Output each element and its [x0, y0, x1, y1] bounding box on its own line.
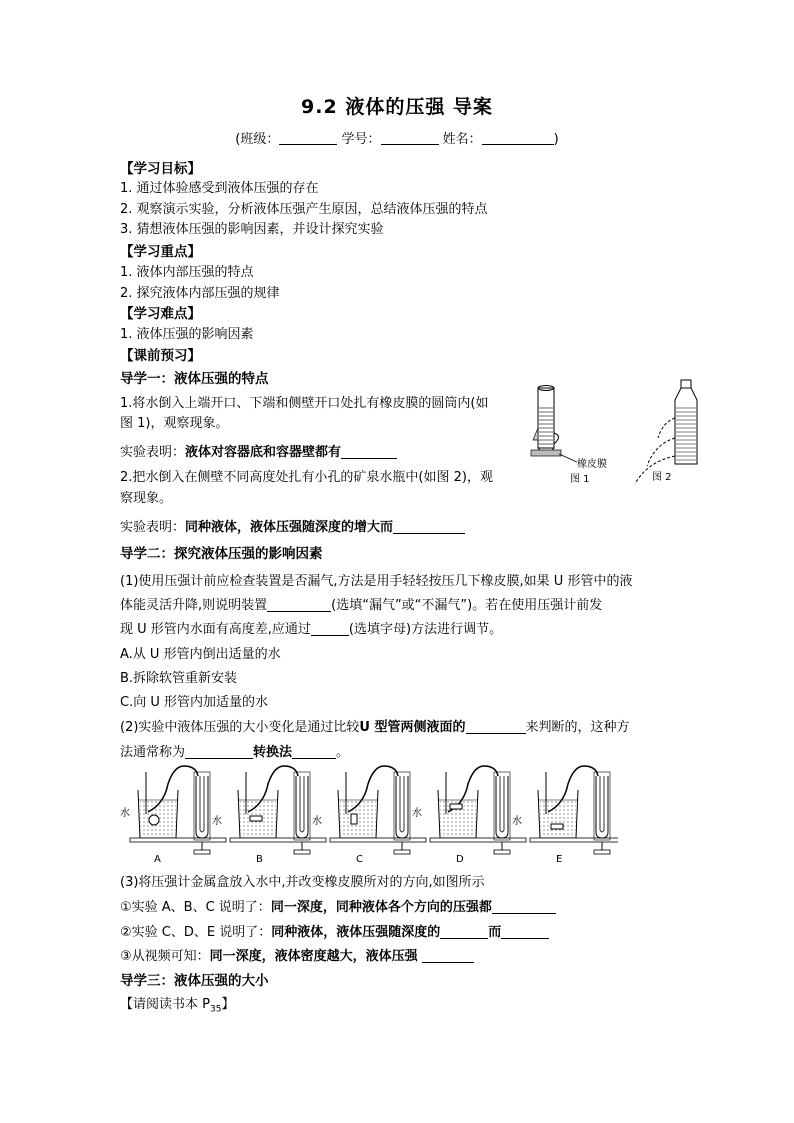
option-a: A.从 U 形管内倒出适量的水: [120, 647, 281, 662]
adjust-blank[interactable]: [311, 621, 349, 636]
setup-label-a: A: [154, 854, 161, 865]
guide1-heading: 导学一：液体压强的特点: [120, 371, 269, 387]
guide2-p1-line2: 体能灵活升降,则说明装置 (选填“漏气”或“不漏气”)。若在使用压强计前发: [120, 598, 603, 613]
option-c: C.向 U 形管内加适量的水: [120, 695, 268, 710]
membrane-label: 橡皮膜: [577, 459, 607, 470]
pressure-gauge-figures: [118, 764, 618, 868]
level-blank[interactable]: [466, 719, 526, 734]
name-blank[interactable]: [482, 130, 554, 145]
student-info-line: (班级： 学号： 姓名： ): [235, 132, 559, 147]
preview-heading: 【课前预习】: [120, 348, 201, 364]
guide2-p1-line1: (1)使用压强计前应检查装置是否漏气,方法是用手轻轻按压几下橡皮膜,如果 U 形管中的液: [120, 574, 633, 589]
focus-item: 1. 液体内部压强的特点: [120, 265, 254, 280]
goal-item: 3. 猜想液体压强的影响因素，并设计探究实验: [120, 222, 384, 237]
conclusion-2-blank-2[interactable]: [501, 924, 549, 939]
guide1-q1-line2: 图 1)，观察现象。: [120, 416, 229, 431]
water-label: 水: [412, 808, 422, 819]
water-label: 水: [212, 816, 222, 827]
figure-2-bottle: [635, 380, 697, 484]
water-label: 水: [512, 816, 522, 827]
name-label: 姓名：: [442, 132, 482, 147]
method-answer: 转换法: [253, 745, 293, 760]
water-label: 水: [120, 808, 130, 819]
conclusion-2-blank-1[interactable]: [440, 924, 488, 939]
class-blank[interactable]: [279, 130, 337, 145]
result1-text: 液体对容器底和容器壁都有: [185, 445, 342, 460]
result1-blank[interactable]: [341, 444, 397, 459]
figure-1-cylinder: [531, 386, 607, 486]
guide2-p2-line1: (2)实验中液体压强的大小变化是通过比较U 型管两侧液面的 来判断的，这种方: [120, 720, 630, 735]
guide1-q2-line2: 察现象。: [120, 491, 173, 506]
guide2-p1-line3: 现 U 形管内水面有高度差,应通过 (选填字母)方法进行调节。: [120, 622, 503, 637]
focus-item: 2. 探究液体内部压强的规律: [120, 286, 280, 301]
setup-label-e: E: [556, 854, 563, 865]
read-textbook-note: 【请阅读书本 $P_{35}$】: [120, 997, 235, 1015]
guide1-q2-line1: 2.把水倒入在侧壁不同高度处扎有小孔的矿泉水瓶中(如图 2)，观: [120, 470, 493, 485]
option-b: B.拆除软管重新安装: [120, 671, 238, 686]
goal-item: 2. 观察演示实验，分析液体压强产生原因，总结液体压强的特点: [120, 202, 488, 217]
difficulty-heading: 【学习难点】: [120, 306, 201, 322]
guide3-heading: 导学三：液体压强的大小: [120, 973, 269, 989]
figure-1-2: [525, 378, 705, 488]
focus-heading: 【学习重点】: [120, 244, 201, 260]
difficulty-item: 1. 液体压强的影响因素: [120, 327, 254, 342]
figure-2-label: 图 2: [652, 472, 672, 483]
guide2-p2-line2: 法通常称为 转换法 。: [120, 745, 350, 760]
setup-label-c: C: [356, 854, 363, 865]
result2-blank[interactable]: [393, 519, 465, 534]
water-label: 水: [312, 816, 322, 827]
goal-item: 1. 通过体验感受到液体压强的存在: [120, 181, 319, 196]
result2-text: 同种液体，液体压强随深度的增大而: [185, 520, 394, 535]
figure-1-label: 图 1: [570, 474, 590, 485]
conclusion-3: ③从视频可知：同一深度，液体密度越大，液体压强: [120, 948, 474, 966]
conclusion-1-blank[interactable]: [492, 899, 556, 914]
conclusion-2: ②实验 C、D、E 说明了：同种液体，液体压强随深度的 而: [120, 924, 549, 942]
guide2-heading: 导学二：探究液体压强的影响因素: [120, 546, 323, 562]
class-label: (班级：: [235, 132, 280, 147]
guide1-q1-line1: 1.将水倒入上端开口、下端和侧壁开口处扎有橡皮膜的圆筒内(如: [120, 396, 489, 411]
guide2-p3: (3)将压强计金属盒放入水中,并改变橡皮膜所对的方向,如图所示: [120, 875, 485, 890]
setup-label-b: B: [256, 854, 263, 865]
page-title: 9.2 液体的压强 导案: [301, 96, 493, 118]
setup-label-d: D: [456, 854, 464, 865]
conclusion-1: ①实验 A、B、C 说明了：同一深度，同种液体各个方向的压强都: [120, 899, 556, 917]
student-no-label: 学号：: [341, 132, 381, 147]
guide1-result1: 实验表明：液体对容器底和容器壁都有: [120, 444, 397, 462]
goals-heading: 【学习目标】: [120, 161, 201, 177]
student-no-blank[interactable]: [381, 130, 439, 145]
guide1-result2: 实验表明：同种液体，液体压强随深度的增大而: [120, 519, 465, 537]
conclusion-3-blank[interactable]: [422, 948, 474, 963]
leak-blank[interactable]: [267, 597, 331, 612]
